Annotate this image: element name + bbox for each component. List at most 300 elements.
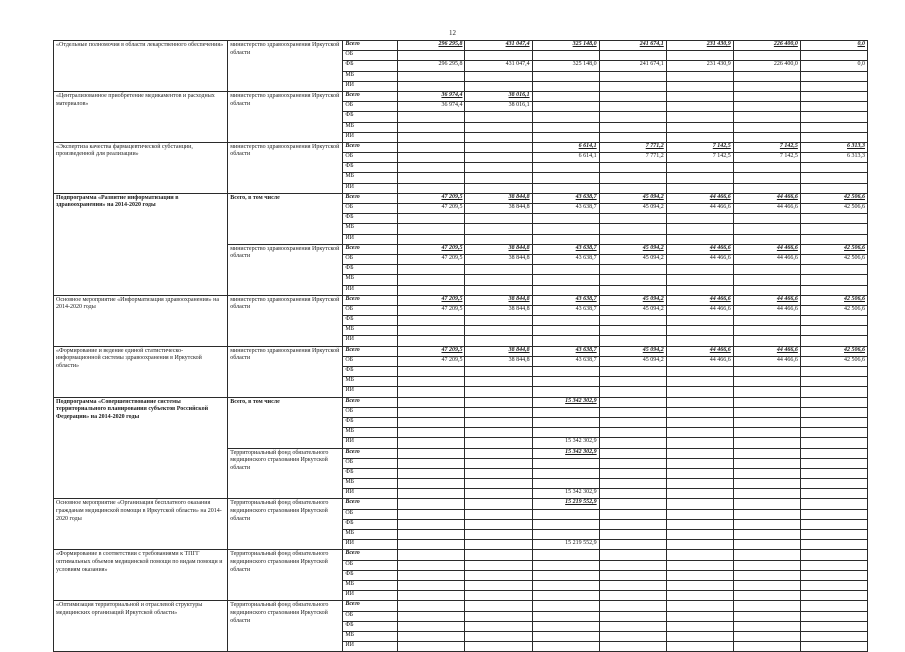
value-cell [666,458,733,468]
value-cell [733,468,800,478]
funding-source-cell: ИИ [343,336,398,346]
funding-source-cell: ИИ [343,132,398,142]
value-cell [465,601,532,611]
executor-cell: Территориальный фонд обязательного медицинского страхования Иркутской области [228,499,343,550]
value-cell: 6 614,1 [532,142,599,152]
value-cell: 6 614,1 [532,153,599,163]
value-cell [599,122,666,132]
value-cell: 7 142,5 [733,142,800,152]
value-cell [465,580,532,590]
value-cell [532,163,599,173]
value-cell: 325 148,0 [532,41,599,51]
value-cell [398,316,465,326]
value-cell [599,428,666,438]
value-cell [666,570,733,580]
value-cell [800,550,867,560]
value-cell [398,479,465,489]
funding-source-cell: МБ [343,580,398,590]
executor-cell: министерство здравоохранения Иркутской области [228,41,343,92]
value-cell [465,397,532,407]
value-cell: 38 844,8 [465,193,532,203]
executor-cell: Территориальный фонд обязательного медицинского страхования Иркутской области [228,601,343,652]
value-cell [733,530,800,540]
value-cell [599,102,666,112]
value-cell [532,326,599,336]
value-cell [666,183,733,193]
executor-cell: Территориальный фонд обязательного медицинского страхования Иркутской области [228,550,343,601]
value-cell [465,458,532,468]
executor-cell: министерство здравоохранения Иркутской области [228,295,343,346]
value-cell [398,540,465,550]
value-cell [465,336,532,346]
value-cell [599,417,666,427]
value-cell [398,428,465,438]
value-cell [733,448,800,458]
value-cell [532,71,599,81]
value-cell [398,285,465,295]
value-cell: 38 844,8 [465,244,532,254]
funding-source-cell: Всего [343,397,398,407]
value-cell [465,530,532,540]
value-cell [666,224,733,234]
value-cell [465,479,532,489]
value-cell [733,417,800,427]
value-cell: 7 142,5 [666,142,733,152]
table-row [54,397,868,407]
value-cell [465,417,532,427]
value-cell [666,479,733,489]
value-cell [800,91,867,101]
value-cell [666,611,733,621]
value-cell [465,214,532,224]
funding-source-cell: ОБ [343,102,398,112]
value-cell: 38 016,1 [465,102,532,112]
value-cell [800,163,867,173]
value-cell: 38 844,8 [465,305,532,315]
value-cell: 241 674,1 [599,61,666,71]
value-cell [465,183,532,193]
value-cell [599,611,666,621]
value-cell: 38 844,8 [465,346,532,356]
value-cell [398,163,465,173]
value-cell [532,214,599,224]
funding-source-cell: ИИ [343,540,398,550]
value-cell [733,621,800,631]
value-cell [733,591,800,601]
value-cell [465,275,532,285]
value-cell [666,468,733,478]
value-cell [532,580,599,590]
value-cell [532,417,599,427]
funding-source-cell: ФБ [343,367,398,377]
page-number: 12 [449,29,456,37]
funding-source-cell: ФБ [343,61,398,71]
value-cell [666,91,733,101]
program-name-cell: «Формирование и ведение единой статистическо-информационной системы здравоохранения в Иркутской области» [54,346,228,397]
value-cell [733,570,800,580]
value-cell [733,540,800,550]
budget-table [53,40,868,652]
funding-source-cell: ИИ [343,234,398,244]
value-cell [398,560,465,570]
value-cell [532,377,599,387]
value-cell [666,591,733,601]
value-cell: 47 209,5 [398,204,465,214]
value-cell [733,438,800,448]
value-cell [599,407,666,417]
executor-cell: Всего, в том числе [228,397,343,448]
value-cell [398,499,465,509]
funding-source-cell: ИИ [343,387,398,397]
program-name-cell: «Оптимизация территориальной и отраслевой структуры медицинских организаций Иркутской области» [54,601,228,652]
funding-source-cell: МБ [343,631,398,641]
funding-source-cell: ИИ [343,183,398,193]
value-cell [666,601,733,611]
funding-source-cell: Всего [343,91,398,101]
value-cell [666,285,733,295]
value-cell [800,591,867,601]
value-cell: 44 466,6 [733,204,800,214]
value-cell: 42 506,6 [800,346,867,356]
value-cell [733,71,800,81]
value-cell [666,316,733,326]
value-cell [532,81,599,91]
value-cell [398,275,465,285]
value-cell: 38 016,1 [465,91,532,101]
value-cell [398,234,465,244]
value-cell [398,519,465,529]
executor-cell: Всего, в том числе [228,193,343,244]
funding-source-cell: ФБ [343,265,398,275]
value-cell [666,509,733,519]
value-cell: 44 466,6 [733,254,800,264]
value-cell [733,499,800,509]
value-cell [599,326,666,336]
value-cell [599,377,666,387]
value-cell [465,499,532,509]
value-cell [532,519,599,529]
value-cell [532,265,599,275]
value-cell [800,397,867,407]
value-cell [465,173,532,183]
value-cell [398,438,465,448]
value-cell [532,642,599,652]
funding-source-cell: МБ [343,173,398,183]
value-cell [532,428,599,438]
value-cell [800,611,867,621]
value-cell [599,458,666,468]
value-cell [532,367,599,377]
value-cell [599,591,666,601]
value-cell [599,316,666,326]
table-row [54,499,868,509]
value-cell [800,122,867,132]
value-cell [398,81,465,91]
value-cell [532,601,599,611]
value-cell [532,183,599,193]
value-cell [398,112,465,122]
value-cell [800,601,867,611]
funding-source-cell: ОБ [343,560,398,570]
value-cell [465,550,532,560]
value-cell [733,387,800,397]
value-cell [666,234,733,244]
value-cell [599,91,666,101]
value-cell: 44 466,6 [733,295,800,305]
value-cell [398,621,465,631]
funding-source-cell: ФБ [343,112,398,122]
table-row [54,91,868,101]
value-cell [599,519,666,529]
value-cell [532,91,599,101]
value-cell [599,112,666,122]
value-cell [800,387,867,397]
value-cell [532,550,599,560]
value-cell [532,611,599,621]
value-cell [465,387,532,397]
value-cell: 47 209,5 [398,254,465,264]
executor-cell: министерство здравоохранения Иркутской области [228,142,343,193]
value-cell [398,142,465,152]
value-cell: 7 771,2 [599,142,666,152]
funding-source-cell: Всего [343,448,398,458]
executor-cell: министерство здравоохранения Иркутской области [228,91,343,142]
value-cell: 15 219 552,9 [532,499,599,509]
value-cell: 36 974,4 [398,102,465,112]
funding-source-cell: Всего [343,346,398,356]
value-cell: 43 638,7 [532,193,599,203]
value-cell [532,479,599,489]
value-cell [733,428,800,438]
value-cell [465,468,532,478]
value-cell [733,234,800,244]
value-cell [398,173,465,183]
value-cell [465,285,532,295]
value-cell [666,214,733,224]
value-cell [733,214,800,224]
funding-source-cell: ОБ [343,305,398,315]
funding-source-cell: ФБ [343,316,398,326]
funding-source-cell: ИИ [343,81,398,91]
value-cell [532,285,599,295]
value-cell: 47 209,5 [398,244,465,254]
value-cell [800,438,867,448]
value-cell [532,316,599,326]
value-cell: 7 142,5 [733,153,800,163]
value-cell [465,519,532,529]
value-cell [800,173,867,183]
value-cell [599,560,666,570]
value-cell [465,448,532,458]
value-cell [398,530,465,540]
value-cell [465,71,532,81]
funding-source-cell: Всего [343,244,398,254]
value-cell [666,530,733,540]
value-cell [532,336,599,346]
value-cell [733,377,800,387]
value-cell [532,234,599,244]
value-cell [733,81,800,91]
value-cell [465,163,532,173]
value-cell [800,407,867,417]
funding-source-cell: ФБ [343,621,398,631]
value-cell: 0,0 [800,41,867,51]
value-cell [532,275,599,285]
value-cell [666,122,733,132]
executor-cell: министерство здравоохранения Иркутской области [228,244,343,295]
value-cell [599,489,666,499]
value-cell [398,122,465,132]
value-cell [465,377,532,387]
value-cell [532,407,599,417]
value-cell [532,112,599,122]
value-cell [666,163,733,173]
value-cell: 15 342 302,9 [532,397,599,407]
value-cell [398,468,465,478]
value-cell: 47 209,5 [398,305,465,315]
value-cell [800,132,867,142]
value-cell [666,550,733,560]
value-cell [733,642,800,652]
funding-source-cell: ФБ [343,519,398,529]
funding-source-cell: Всего [343,499,398,509]
value-cell [800,468,867,478]
value-cell [398,224,465,234]
value-cell [465,438,532,448]
value-cell [666,489,733,499]
value-cell [800,417,867,427]
value-cell [599,163,666,173]
value-cell: 296 295,8 [398,41,465,51]
funding-source-cell: ИИ [343,285,398,295]
value-cell: 45 094,2 [599,193,666,203]
value-cell [398,153,465,163]
funding-source-cell: МБ [343,479,398,489]
value-cell [666,540,733,550]
value-cell [465,326,532,336]
value-cell [666,336,733,346]
value-cell [599,621,666,631]
value-cell [733,397,800,407]
value-cell [733,519,800,529]
value-cell [800,631,867,641]
value-cell [532,560,599,570]
value-cell [666,51,733,61]
value-cell [666,173,733,183]
value-cell [800,234,867,244]
value-cell: 45 094,2 [599,356,666,366]
value-cell [733,132,800,142]
value-cell [398,489,465,499]
funding-source-cell: ОБ [343,458,398,468]
value-cell: 0,0 [800,61,867,71]
executor-cell: министерство здравоохранения Иркутской области [228,346,343,397]
value-cell: 38 844,8 [465,254,532,264]
funding-source-cell: ФБ [343,570,398,580]
funding-source-cell: МБ [343,71,398,81]
value-cell [733,275,800,285]
value-cell [599,183,666,193]
funding-source-cell: МБ [343,122,398,132]
program-name-cell: Подпрограмма «Совершенствование системы территориального планирования субъектов Российской Федерации» на 2014-2020 годы [54,397,228,499]
value-cell [465,122,532,132]
value-cell [532,102,599,112]
value-cell [733,479,800,489]
value-cell [398,377,465,387]
value-cell: 45 094,2 [599,254,666,264]
value-cell [733,580,800,590]
value-cell [532,509,599,519]
value-cell [465,81,532,91]
value-cell [800,326,867,336]
value-cell: 44 466,6 [666,204,733,214]
value-cell [465,621,532,631]
table-row [54,142,868,152]
value-cell [800,570,867,580]
value-cell [733,183,800,193]
value-cell [599,336,666,346]
program-name-cell: «Формирование в соответствии с требованиями к ТПГГ оптимальных объемов медицинской помощи по видам помощи и условиям оказания» [54,550,228,601]
value-cell [800,530,867,540]
value-cell: 45 094,2 [599,305,666,315]
value-cell [599,51,666,61]
value-cell [800,448,867,458]
value-cell [465,642,532,652]
value-cell [599,468,666,478]
value-cell [733,91,800,101]
value-cell: 36 974,4 [398,91,465,101]
value-cell [532,458,599,468]
value-cell [465,570,532,580]
value-cell: 47 209,5 [398,295,465,305]
value-cell [599,265,666,275]
value-cell: 226 400,0 [733,61,800,71]
value-cell [398,336,465,346]
program-name-cell: «Отдельные полномочия в области лекарственного обеспечения» [54,41,228,92]
value-cell [532,387,599,397]
value-cell: 43 638,7 [532,244,599,254]
value-cell: 44 466,6 [666,305,733,315]
value-cell [599,580,666,590]
funding-source-cell: ОБ [343,407,398,417]
value-cell [398,570,465,580]
value-cell [666,631,733,641]
value-cell [800,224,867,234]
program-name-cell: Основное мероприятие «Информатизация здравоохранения» на 2014-2020 годы [54,295,228,346]
value-cell [599,540,666,550]
value-cell [800,265,867,275]
value-cell [666,326,733,336]
value-cell [666,102,733,112]
value-cell [733,285,800,295]
value-cell [800,479,867,489]
value-cell [532,631,599,641]
value-cell: 47 209,5 [398,346,465,356]
value-cell [733,326,800,336]
value-cell [398,417,465,427]
value-cell [465,153,532,163]
value-cell [733,224,800,234]
value-cell [733,489,800,499]
value-cell [532,122,599,132]
value-cell [599,275,666,285]
value-cell [733,316,800,326]
value-cell [733,102,800,112]
value-cell: 43 638,7 [532,305,599,315]
value-cell: 7 142,5 [666,153,733,163]
funding-source-cell: ФБ [343,417,398,427]
value-cell [666,397,733,407]
